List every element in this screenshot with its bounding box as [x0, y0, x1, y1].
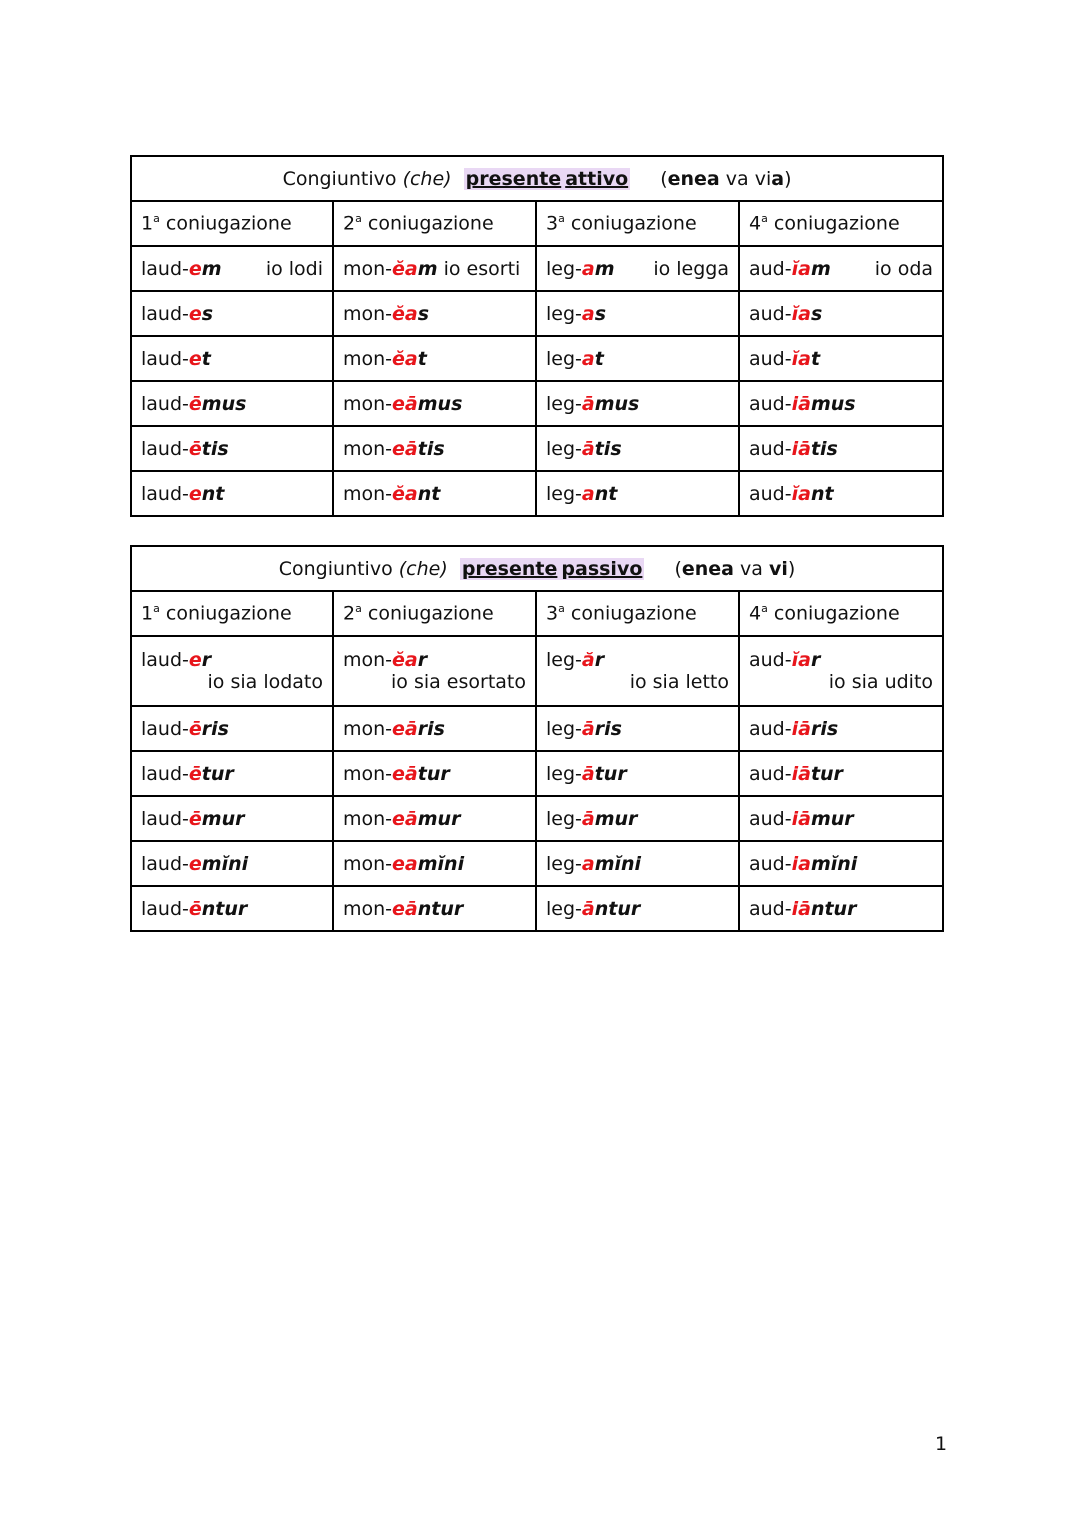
verb-form-cell: laud-ētis	[131, 426, 333, 471]
translation: io esorti	[443, 257, 521, 280]
verb-form-cell: aud-iamĭni	[739, 841, 943, 886]
verb-form-cell: aud-ĭant	[739, 471, 943, 516]
column-header: 3$^a$ coniugazione	[536, 591, 739, 636]
verb-form-cell: leg-amĭni	[536, 841, 739, 886]
verb-form-cell: laud-es	[131, 291, 333, 336]
verb-form-cell: mon-eātur	[333, 751, 536, 796]
verb-form-cell: mon-eāmur	[333, 796, 536, 841]
mnemonic: (enea va vi)	[674, 557, 796, 580]
verb-form-cell: laud-emĭni	[131, 841, 333, 886]
verb-form-cell: laud-et	[131, 336, 333, 381]
verb-form-cell: aud-iāris	[739, 706, 943, 751]
column-header-row	[131, 201, 943, 246]
verb-form-cell: laud-em io lodi	[131, 246, 333, 291]
title-prefix: Congiuntivo	[282, 167, 397, 190]
translation: io legga	[653, 257, 729, 280]
verb-form-cell: aud-ĭar io sia udito	[739, 636, 943, 706]
title-tense: presente	[465, 167, 562, 190]
translation: io oda	[874, 257, 934, 280]
table-row	[131, 886, 943, 931]
translation: io sia esortato	[391, 671, 526, 693]
table-title-row	[131, 156, 943, 201]
verb-form-cell: leg-āris	[536, 706, 739, 751]
column-header: 4$^a$ coniugazione	[739, 201, 943, 246]
verb-form-cell: leg-āmus	[536, 381, 739, 426]
verb-form-cell: leg-ant	[536, 471, 739, 516]
verb-form-cell: mon-ĕat	[333, 336, 536, 381]
verb-form-cell: aud-ĭam io oda	[739, 246, 943, 291]
table-row	[131, 336, 943, 381]
verb-form-cell: leg-āntur	[536, 886, 739, 931]
column-header: 2$^a$ coniugazione	[333, 591, 536, 636]
verb-form-cell: laud-er io sia lodato	[131, 636, 333, 706]
verb-form-cell: laud-ēmur	[131, 796, 333, 841]
verb-form-cell: laud-ēmus	[131, 381, 333, 426]
verb-form-cell: mon-ĕas	[333, 291, 536, 336]
verb-form-cell: mon-ĕar io sia esortato	[333, 636, 536, 706]
column-header: 2$^a$ coniugazione	[333, 201, 536, 246]
verb-form-cell: aud-iāmus	[739, 381, 943, 426]
verb-form-cell: mon-eāmus	[333, 381, 536, 426]
title-voice: attivo	[565, 167, 629, 190]
table-row	[131, 751, 943, 796]
verb-form-cell: laud-ēris	[131, 706, 333, 751]
verb-form-cell: leg-āmur	[536, 796, 739, 841]
translation: io sia udito	[828, 671, 934, 693]
verb-form-cell: aud-iāntur	[739, 886, 943, 931]
verb-form-cell: mon-ĕam io esorti	[333, 246, 536, 291]
title-paren: (che)	[402, 167, 452, 190]
table-row	[131, 246, 943, 291]
translation: io sia letto	[629, 671, 729, 693]
verb-form-cell: mon-eāntur	[333, 886, 536, 931]
column-header: 3$^a$ coniugazione	[536, 201, 739, 246]
table-title-row	[131, 546, 943, 591]
verb-form-cell: laud-ent	[131, 471, 333, 516]
verb-form-cell: leg-ātis	[536, 426, 739, 471]
verb-form-cell: mon-ĕant	[333, 471, 536, 516]
page-number: 1	[935, 1433, 948, 1455]
verb-form-cell: mon-eamĭni	[333, 841, 536, 886]
active-conjugation-table	[130, 155, 944, 517]
table-row	[131, 636, 943, 706]
title-voice: passivo	[561, 557, 643, 580]
verb-form-cell: leg-am io legga	[536, 246, 739, 291]
table-row	[131, 841, 943, 886]
verb-form-cell: leg-ăr io sia letto	[536, 636, 739, 706]
verb-form-cell: aud-iātur	[739, 751, 943, 796]
title-paren: (che)	[398, 557, 448, 580]
table-title	[131, 546, 943, 591]
mnemonic: (enea va via)	[660, 167, 792, 190]
translation: io lodi	[265, 257, 323, 280]
verb-form-cell: aud-iāmur	[739, 796, 943, 841]
verb-form-cell: leg-as	[536, 291, 739, 336]
verb-form-cell: aud-iātis	[739, 426, 943, 471]
verb-form-cell: leg-ātur	[536, 751, 739, 796]
verb-form-cell: aud-ĭat	[739, 336, 943, 381]
verb-form-cell: mon-eāris	[333, 706, 536, 751]
table-row	[131, 291, 943, 336]
column-header-row	[131, 591, 943, 636]
column-header: 1$^a$ coniugazione	[131, 591, 333, 636]
table-row	[131, 381, 943, 426]
column-header: 1$^a$ coniugazione	[131, 201, 333, 246]
table-row	[131, 706, 943, 751]
verb-form-cell: leg-at	[536, 336, 739, 381]
table-row	[131, 471, 943, 516]
verb-form-cell: laud-ētur	[131, 751, 333, 796]
title-tense: presente	[461, 557, 558, 580]
title-prefix: Congiuntivo	[278, 557, 393, 580]
table-row	[131, 796, 943, 841]
table-title	[131, 156, 943, 201]
verb-form-cell: laud-ēntur	[131, 886, 333, 931]
verb-form-cell: mon-eātis	[333, 426, 536, 471]
table-row	[131, 426, 943, 471]
column-header: 4$^a$ coniugazione	[739, 591, 943, 636]
passive-conjugation-table	[130, 545, 944, 932]
translation: io sia lodato	[207, 671, 323, 693]
verb-form-cell: aud-ĭas	[739, 291, 943, 336]
